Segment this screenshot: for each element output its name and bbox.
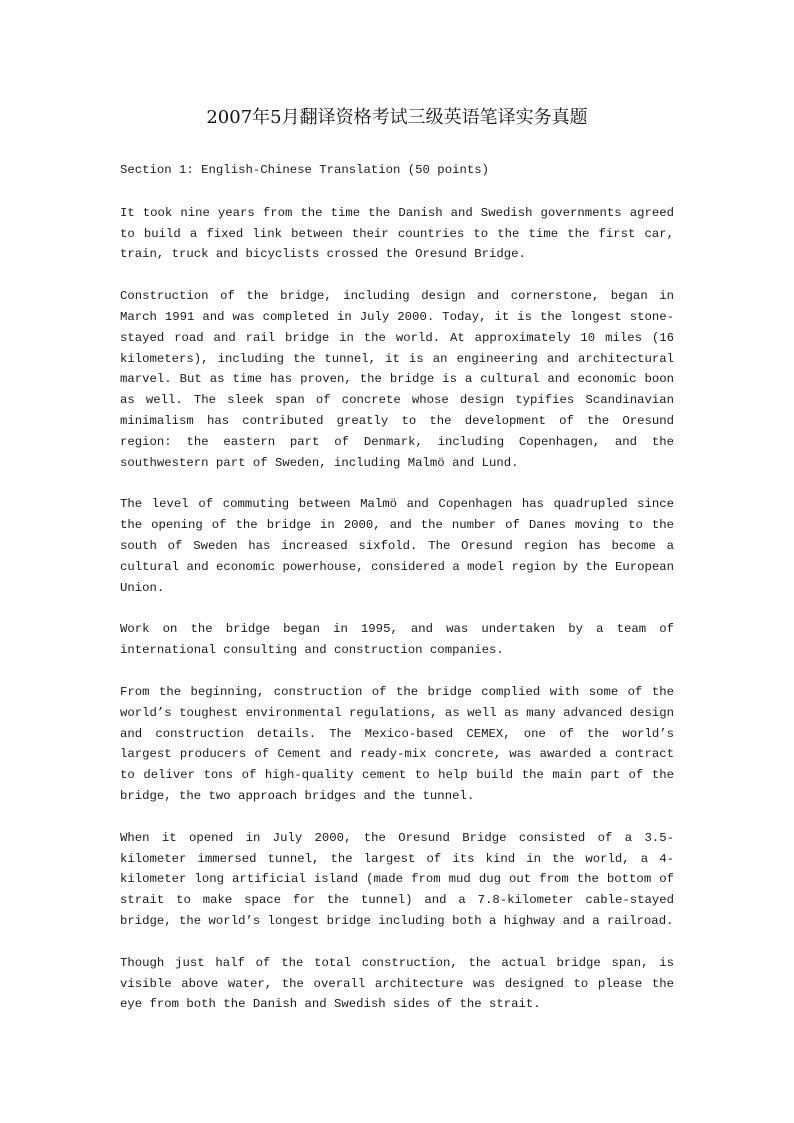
paragraph-7: Though just half of the total construction, the actual bridge span, is visible above water, the overall architecture was designed to please the eye from both the Danish and Swedish sides of the strait. — [120, 955, 674, 1012]
paragraph-5: From the beginning, construction of the bridge complied with some of the world’s toughest environmental regulations, as well as many advanced design and construction details. The Mexico-based CEMEX, one of the world’s largest producers of Cement and ready-mix concrete, was awarded a contract to deliver tons of high-quality cement to help build the main part of the bridge, the two approach bridges and the tunnel. — [120, 684, 674, 803]
paragraph-4: Work on the bridge began in 1995, and was undertaken by a team of international consulting and construction companies. — [120, 622, 674, 658]
document-title: 2007年5月翻译资格考试三级英语笔译实务真题 — [206, 107, 588, 128]
section-heading: Section 1: English-Chinese Translation (50 points) — [120, 163, 489, 177]
paragraph-6: When it opened in July 2000, the Oresund Bridge consisted of a 3.5-kilometer immersed tunnel, the largest of its kind in the world, a 4-kilometer long artificial island (made from mud dug out from the bottom of strait to make space for the tunnel) and a 7.8-kilometer cable-stayed bridge, the world’s longest bridge including both a highway and a railroad. — [120, 830, 674, 928]
document-body — [120, 160, 674, 1036]
paragraph-1: It took nine years from the time the Danish and Swedish governments agreed to build a fixed link between their countries to the time the first car, train, truck and bicyclists crossed the Oresund Bridge. — [120, 205, 674, 262]
paragraph-2: Construction of the bridge, including design and cornerstone, began in March 1991 and was completed in July 2000. Today, it is the longest stone-stayed road and rail bridge in the world. At approximately 10 miles (16 kilometers), including the tunnel, it is an engineering and architectural marvel. But as time has proven, the bridge is a cultural and economic boon as well. The sleek span of concrete whose design typifies Scandinavian minimalism has contributed greatly to the development of the Oresund region: the eastern part of Denmark, including Copenhagen, and the southwestern part of Sweden, including Malmö and Lund. — [120, 289, 674, 470]
paragraph-3: The level of commuting between Malmö and Copenhagen has quadrupled since the opening of the bridge in 2000, and the number of Danes moving to the south of Sweden has increased sixfold. The Oresund region has become a cultural and economic powerhouse, considered a model region by the European Union. — [120, 497, 674, 595]
